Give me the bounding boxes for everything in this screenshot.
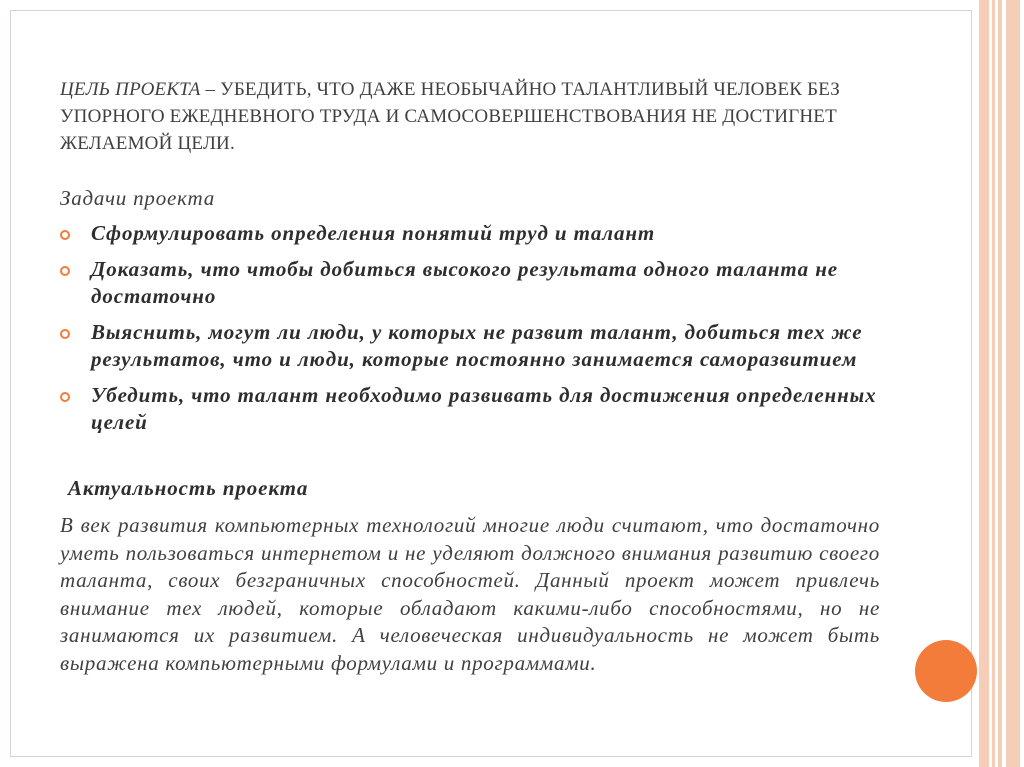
- tasks-list: [60, 220, 890, 445]
- relevance-title: Актуальность проекта: [68, 476, 309, 500]
- list-item: [60, 382, 890, 436]
- task-text: Убедить, что талант необходимо развивать для достижения определенных целей: [91, 383, 877, 434]
- bullet-icon: [60, 392, 70, 402]
- bullet-icon: [60, 230, 70, 240]
- list-item: [60, 319, 890, 373]
- decor-circle: [915, 640, 977, 702]
- bullet-icon: [60, 329, 70, 339]
- list-item: [60, 256, 890, 310]
- list-item: [60, 220, 890, 247]
- task-text: Сформулировать определения понятий труд и талант: [91, 221, 656, 245]
- task-text: Доказать, что чтобы добиться высокого результата одного таланта не достаточно: [91, 257, 838, 308]
- decor-stripe: [979, 0, 989, 767]
- decor-stripe: [998, 0, 1002, 767]
- tasks-title: Задачи проекта: [60, 186, 216, 210]
- project-goal: [60, 76, 890, 157]
- bullet-icon: [60, 266, 70, 276]
- decor-stripe: [1006, 0, 1020, 767]
- decor-stripe: [992, 0, 995, 767]
- task-text: Выяснить, могут ли люди, у которых не развит талант, добиться тех же результатов, что и люди, которые постоянно занимается саморазвитием: [91, 320, 863, 371]
- relevance-text: В век развития компьютерных технологий многие люди считают, что достаточно уметь пользоваться интернетом и не уделяют должного внимания развитию своего таланта, своих безграничных способностей. Данный проект может привлечь внимание тех людей, которые обладают какими-либо способностями, но не занимаются их развитием. А человеческая индивидуальность не может быть выражена компьютерными формулами и программами.: [60, 513, 880, 675]
- goal-label: ЦЕЛЬ ПРОЕКТА: [60, 79, 201, 100]
- goal-text: – УБЕДИТЬ, ЧТО ДАЖЕ НЕОБЫЧАЙНО ТАЛАНТЛИВЫЙ ЧЕЛОВЕК БЕЗ УПОРНОГО ЕЖЕДНЕВНОГО ТРУДА И САМОСОВЕРШЕНСТВОВАНИЯ НЕ ДОСТИГНЕТ ЖЕЛАЕМОЙ ЦЕЛИ.: [60, 79, 840, 154]
